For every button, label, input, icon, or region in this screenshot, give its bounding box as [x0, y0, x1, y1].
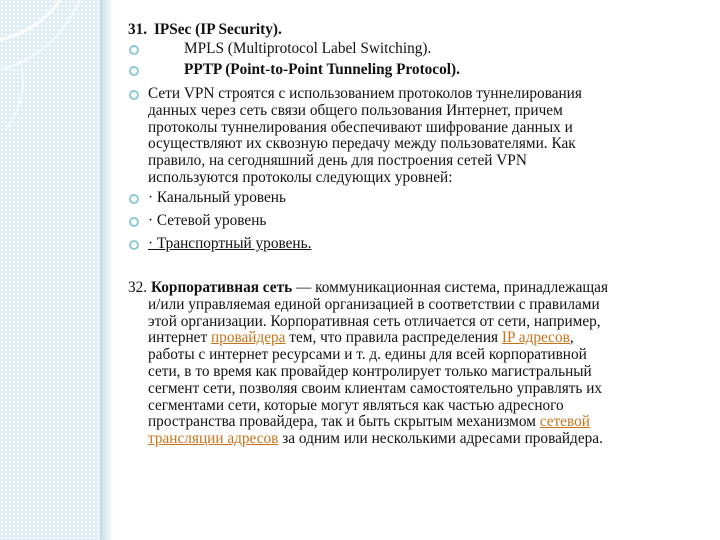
list-item: · Сетевой уровень	[128, 213, 708, 236]
paragraph-line: 32. Корпоративная сеть — коммуникационная система, принадлежащая	[128, 279, 608, 296]
list-item-paragraph	[128, 86, 708, 190]
list-item: MPLS (Multiprotocol Label Switching).	[128, 41, 708, 64]
decorative-side-panel	[0, 0, 100, 540]
list-item: · Транспортный уровень.	[128, 236, 708, 282]
term-heading: Корпоративная сеть	[150, 279, 293, 296]
decorative-swirl-graphic	[0, 0, 100, 540]
slide-body	[128, 22, 708, 450]
vpn-paragraph: Сети VPN строятся с использованием протоколов туннелирования данных через сеть связи общего пользования Интернет, причем протоколы туннелирования обеспечивают шифрование данных и осуществляют их сквозную передачу между пользователями. Как правило, на сегодняшний день для построения сетей VPN используются протоколы следующих уровней:	[148, 85, 582, 186]
bullet-icon	[128, 65, 140, 77]
nat-link-part1[interactable]: сетевой	[539, 413, 590, 431]
section-31-title: 31. IPSec (IP Security).	[128, 21, 282, 38]
bullet-icon	[128, 44, 140, 56]
bullet-icon	[128, 193, 140, 205]
section-32-paragraph	[128, 280, 708, 448]
ip-addresses-link[interactable]: IP адресов	[501, 329, 570, 347]
bullet-icon	[128, 216, 140, 228]
panel-shadow	[100, 0, 114, 540]
list-item: · Канальный уровень	[128, 190, 708, 213]
nat-link-part2[interactable]: трансляции адресов	[148, 430, 279, 448]
bullet-icon	[128, 239, 140, 251]
list-item: PPTP (Point-to-Point Tunneling Protocol).	[128, 62, 708, 86]
paragraph-body: и/или управляемая единой организацией в соответствии с правилами этой организации. Корпоративная сеть отличается от сети, например, интернет провайдера тем, что правила распределения IP адресов, работы с интернет ресурсами и т. д. едины для всей корпоративной сети, в то время как провайдер контролирует только магистральный сегмент сети, позволяя своим клиентам самостоятельно управлять их сегментами сети, которые могут являться как частью адресного пространства провайдера, так и быть скрытым механизмом сетевой трансляции адресов за одним или несколькими адресами провайдера.	[148, 295, 603, 448]
bullet-icon	[128, 89, 140, 101]
provider-link[interactable]: провайдера	[210, 329, 286, 347]
